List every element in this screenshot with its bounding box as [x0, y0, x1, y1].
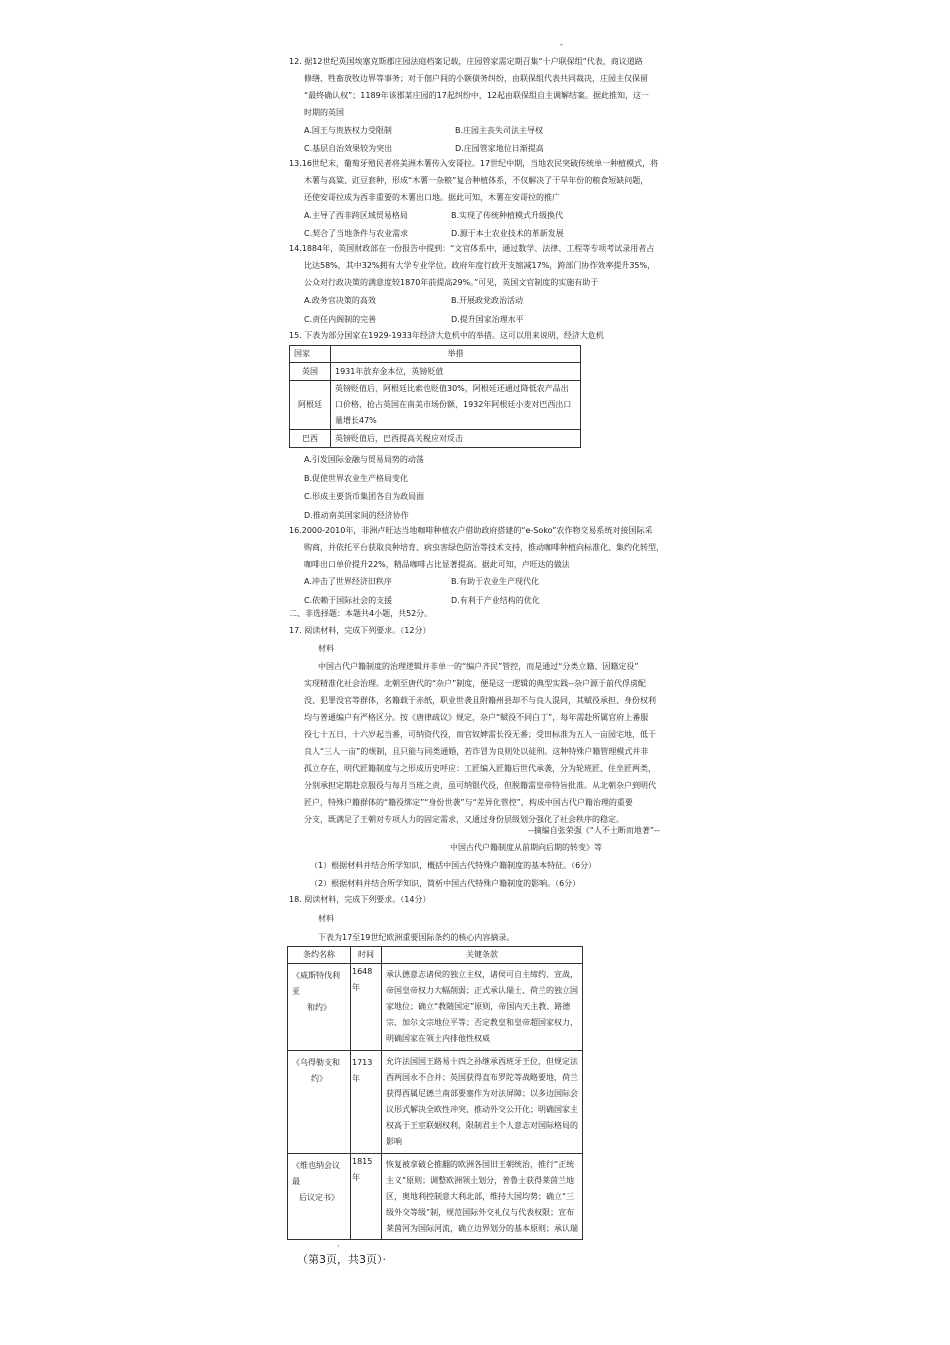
section-heading: 二、非选择题：本题共4小题，共52分。 [289, 609, 433, 618]
table-row [290, 363, 581, 381]
q16-line: 咖啡出口单价提升22%，精品咖啡占比显著提高。据此可知，卢旺达的做法 [304, 560, 570, 569]
q17-material-line: 没、犯罪没官等群体，名籍载于赤纸，职业世袭且附籍州县却不与良人混同，其赋役承担、身份权利 [304, 696, 656, 705]
treaty-name [288, 1154, 351, 1240]
q16-line: 16.2000-2010年，非洲卢旺达当地咖啡种植农户借助政府搭建的“e-Soko”农作物交易系统对接国际采 [289, 526, 653, 535]
measure-line: 量增长47% [335, 416, 377, 425]
table-cell-country: 阿根廷 [290, 381, 331, 430]
terms-line: 权高于王室联姻权利，限制君主个人意志对国际格局的 [386, 1121, 578, 1130]
terms-line: 明确国家在领土内排他性权威 [386, 1034, 490, 1043]
treaty-name [288, 1051, 351, 1154]
table-row [290, 381, 581, 430]
treaty-name-line: 和约》 [307, 1003, 331, 1012]
table-row [290, 430, 581, 448]
q17-material-line: 均与普通编户有严格区分。按《唐律疏议》规定，杂户“赋役不同白丁”，每年需赴所属官府上番服 [304, 713, 649, 722]
q18-intro: 下表为17至19世纪欧洲重要国际条约的核心内容摘录。 [318, 933, 515, 942]
q12-option-c[interactable]: C.基层自治效果较为突出 [304, 144, 393, 153]
q12-line: 时期的英国 [304, 108, 344, 117]
q12-line: “最终确认权”；1189年该郡某庄园的17起纠纷中，12起由联保组自主调解结案。据此推知，这一 [304, 91, 650, 100]
terms-line: 议形式解决全欧性冲突，推动外交公开化；明确国家主 [386, 1105, 578, 1114]
table-row [288, 964, 583, 1051]
q15-stem: 15. 下表为部分国家在1929-1933年经济大危机中的举措。这可以用来说明，经济大危机 [289, 331, 604, 340]
terms-line: 恢复被拿破仑推翻的欧洲各国旧王朝统治，推行“正统 [386, 1160, 575, 1169]
treaty-name [288, 964, 351, 1051]
q17-material-line: 役七十五日，十六岁起当番，可纳资代役，而官奴婢需长役无番；受田标准为五人一亩园宅地，低于 [304, 730, 656, 739]
q15-option-a[interactable]: A.引发国际金融与贸易局势的动荡 [304, 455, 424, 464]
terms-line: 允许法国国王路易十四之孙继承西班牙王位，但规定法 [386, 1057, 578, 1066]
treaty-name-line: 《乌得勒支和 [292, 1058, 340, 1067]
table-header: 时间 [351, 947, 382, 964]
q17-material-line: 分别承担定期赴京服役与每月当班之责，虽可纳银代役，但脱籍需皇帝特旨批准。从北朝杂户到明代 [304, 781, 656, 790]
q16-option-c[interactable]: C.依赖于国际社会的支援 [304, 596, 393, 605]
treaty-name-line: 约》 [311, 1074, 327, 1083]
treaty-terms [382, 964, 583, 1051]
q17-material-line: 分支，既满足了王朝对专项人力的固定需求，又通过身份层级划分强化了社会秩序的稳定。 [304, 815, 624, 824]
q13-option-d[interactable]: D.源于本土农业技术的革新发展 [451, 229, 564, 238]
table-cell-measure: 英镑贬值后，巴西提高关税应对反击 [331, 430, 581, 448]
treaty-terms [382, 1051, 583, 1154]
q13-line: 木薯与高粱、豇豆套种，形成“木薯一杂粮”复合种植体系，不仅解决了干旱年份的粮食短缺问题， [304, 176, 649, 185]
q17-material-line: 孤立存在，明代匠籍制度与之形成历史呼应：工匠编入匠籍后世代承袭，分为轮班匠、住坐匠两类， [304, 764, 656, 773]
q17-task-2: （2）根据材料并结合所学知识，简析中国古代特殊户籍制度的影响。（6分） [310, 879, 581, 888]
q15-option-d[interactable]: D.推动南美国家间的经济协作 [304, 511, 409, 520]
treaty-name-line: 后议定书》 [299, 1193, 339, 1202]
treaty-terms [382, 1154, 583, 1240]
material-label: 材料 [318, 914, 334, 923]
footer-dot: · [337, 1242, 340, 1251]
q16-option-a[interactable]: A.冲击了世界经济旧秩序 [304, 577, 392, 586]
q14-option-c[interactable]: C.责任内阁制的完善 [304, 315, 377, 324]
table-cell-measure [331, 381, 581, 430]
terms-line: 帝国皇帝权力大幅削弱；正式承认瑞士、荷兰的独立国 [386, 986, 578, 995]
q16-option-d[interactable]: D.有利于产业结构的优化 [451, 596, 540, 605]
q13-option-b[interactable]: B.实现了传统种植模式升级换代 [451, 211, 564, 220]
q17-source: --摘编自张荣强《“人不土断而地著”-- [528, 826, 660, 835]
table-header: 国家 [290, 346, 331, 363]
q13-option-c[interactable]: C.契合了当地条件与农业需求 [304, 229, 409, 238]
q13-line: 还使安哥拉成为西非重要的木薯出口地。据此可知，木薯在安哥拉的推广 [304, 193, 560, 202]
treaty-year: 1648年 [351, 964, 382, 1051]
terms-line: 西两国永不合并；英国获得直布罗陀等战略要地，荷兰 [386, 1073, 578, 1082]
q12-option-d[interactable]: D.庄园管家地位日渐提高 [455, 144, 544, 153]
table-header: 关键条款 [382, 947, 583, 964]
q14-option-b[interactable]: B.开展政党政治活动 [451, 296, 524, 305]
q18-stem: 18. 阅读材料，完成下列要求。（14分） [289, 895, 431, 904]
terms-line: 影响 [386, 1137, 402, 1146]
terms-line: 莱茵河为国际河流，确立边界划分的基本原则；承认瑞 [386, 1224, 578, 1233]
q17-material-line: 良人“三人一亩”的规制，且只能与同类通婚，若诈冒为良则处以徒刑。这种特殊户籍管理模式并非 [304, 747, 649, 756]
measure-line: 口价格，抢占英国在南美市场份额，1932年阿根廷小麦对巴西出口 [335, 400, 572, 409]
q14-line: 公众对行政决策的满意度较1870年前提高29%。”可见，英国文官制度的实施有助于 [304, 278, 599, 287]
table-cell-country: 巴西 [290, 430, 331, 448]
q14-line: 比达58%，其中32%拥有大学专业学位。政府年度行政开支缩减17%，跨部门协作效率提升35%， [304, 261, 656, 270]
page-footer: （第3页，共3页）· [297, 1253, 386, 1266]
table-header: 举措 [331, 346, 581, 363]
q14-option-d[interactable]: D.提升国家治理水平 [451, 315, 524, 324]
terms-line: 区，奥地利控制意大利北部，维持大国均势；确立“三 [386, 1192, 575, 1201]
q14-line: 14.1884年，英国财政部在一份报告中提到：“文官体系中，通过数学、法律、工程等专项考试录用者占 [289, 244, 655, 253]
q17-task-1: （1）根据材料并结合所学知识，概括中国古代特殊户籍制度的基本特征。（6分） [310, 861, 597, 870]
measure-line: 英镑贬值后，阿根廷比索也贬值30%，阿根廷还通过降低农产品出 [335, 384, 569, 393]
q16-line: 购商，并依托平台获取良种培育、病虫害绿色防治等技术支持，推动咖啡种植向标准化、集约化转型， [304, 543, 664, 552]
q17-material-line: 匠户，特殊户籍群体的“籍役绑定”“身份世袭”与“差异化管控”，构成中国古代户籍治理的重要 [304, 798, 633, 807]
q12-line: 修缮、牲畜放牧边界等事务；对于佃户间的小额债务纠纷，由联保组代表共同裁决，庄园主仅保留 [304, 74, 648, 83]
table-cell-measure: 1931年放弃金本位，英镑贬值 [331, 363, 581, 381]
treaty-name-line: 《维也纳会议最 [292, 1161, 340, 1186]
q17-stem: 17. 阅读材料，完成下列要求。（12分） [289, 626, 431, 635]
q15-option-c[interactable]: C.形成主要货币集团各自为政局面 [304, 492, 425, 501]
treaty-name-line: 《威斯特伐利亚 [292, 971, 340, 996]
treaty-year: 1713年 [351, 1051, 382, 1154]
q12-option-a[interactable]: A.国王与贵族权力受限制 [304, 126, 392, 135]
terms-line: 宗、加尔文宗地位平等；否定教皇和皇帝超国家权力， [386, 1018, 578, 1027]
q13-option-a[interactable]: A.主导了西非跨区域贸易格局 [304, 211, 408, 220]
table-row [288, 1154, 583, 1240]
terms-line: 主义”原则；调整欧洲领土划分，普鲁士获得莱茵兰地 [386, 1176, 575, 1185]
treaty-year: 1815年 [351, 1154, 382, 1240]
q16-option-b[interactable]: B.有助于农业生产现代化 [451, 577, 540, 586]
table-header: 条约名称 [288, 947, 351, 964]
q15-option-b[interactable]: B.促使世界农业生产格局变化 [304, 474, 409, 483]
material-label: 材料 [318, 644, 334, 653]
q15-table [289, 345, 581, 448]
q17-source: 中国古代户籍制度从前期向后期的转变》等 [450, 843, 602, 852]
terms-line: 级外交等级”制，规范国际外交礼仪与代表权限；宣布 [386, 1208, 575, 1217]
q17-material-line: 中国古代户籍制度的治理逻辑并非单一的“编户齐民”管控，而是通过“分类立籍、因籍定役” [318, 662, 639, 671]
table-cell-country: 英国 [290, 363, 331, 381]
terms-line: 获得西属尼德兰南部要塞作为对法屏障；以多边国际会 [386, 1089, 578, 1098]
q17-material-line: 实现精准化社会治理。北朝至唐代的“杂户”制度，便是这一逻辑的典型实践--杂户源于前代俘虏配 [304, 679, 647, 688]
q12-option-b[interactable]: B.庄园主丧失司法主导权 [455, 126, 544, 135]
terms-line: 家地位；确立“教随国定”原则，帝国内天主教、路德 [386, 1002, 571, 1011]
q13-line: 13.16世纪末，葡萄牙殖民者将美洲木薯传入安哥拉。17世纪中期，当地农民突破传统单一种植模式，将 [289, 159, 659, 168]
table-row [288, 1051, 583, 1154]
q14-option-a[interactable]: A.政务官决策的高效 [304, 296, 376, 305]
q12-line: 12. 据12世纪英国埃塞克斯郡庄园法庭档案记载，庄园管家需定期召集“十户联保组”代表，商议道路 [289, 57, 643, 66]
top-mark: - [560, 40, 563, 49]
q18-table [287, 946, 583, 1240]
terms-line: 承认德意志诸侯的独立主权，诸侯可自主缔约、宣战， [386, 970, 578, 979]
